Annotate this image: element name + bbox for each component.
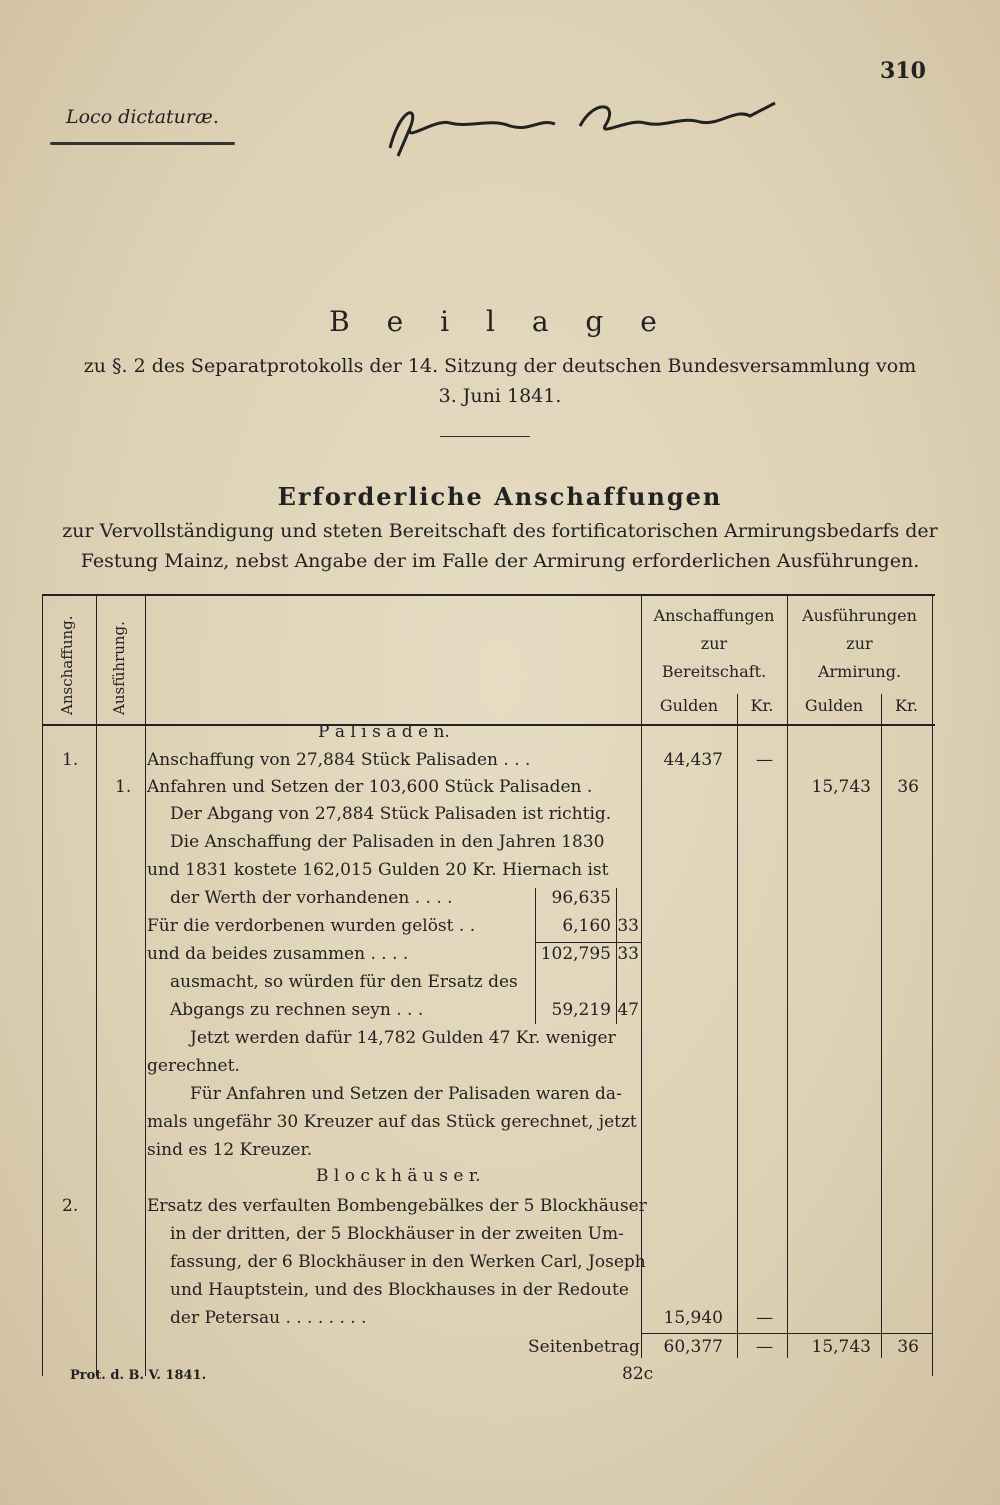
- header-ausfuehrungen-2: zur: [846, 634, 873, 653]
- text-line-7: ausmacht, so würden für den Ersatz des: [170, 972, 518, 992]
- calc-value-5: 6,160: [562, 916, 611, 936]
- loco-dictaturae: Loco dictaturæ.: [66, 106, 219, 128]
- text-line-2: Die Anschaffung der Palisaden in den Jahren 1830: [170, 832, 605, 852]
- calc-value-4: 96,635: [551, 888, 611, 908]
- col-divider-kr1: [737, 694, 738, 1358]
- row1-gulden: 44,437: [663, 750, 723, 770]
- header-kr-2: Kr.: [895, 696, 918, 715]
- subtitle-line1: zu §. 2 des Separatprotokolls der 14. Sitzung der deutschen Bundesversammlung vom: [83, 355, 917, 377]
- text-line-12: mals ungefähr 30 Kreuzer auf das Stück gerechnet, jetzt: [147, 1112, 637, 1132]
- col-header-ausfuehrung: Ausführung.: [110, 621, 128, 715]
- document-title: B e i l a g e: [329, 305, 671, 338]
- calc-value-6: 102,795: [540, 944, 611, 964]
- text-line-8: Abgangs zu rechnen seyn . . .: [170, 1000, 424, 1020]
- table-top-rule: [42, 594, 935, 596]
- table-header-rule: [42, 724, 935, 726]
- header-anschaffungen-3: Bereitschaft.: [661, 662, 767, 681]
- text-line-10: gerechnet.: [147, 1056, 240, 1076]
- total-kr-2: 36: [897, 1337, 919, 1357]
- calc-kr-8: 47: [617, 1000, 639, 1020]
- total-kr-1: —: [756, 1337, 773, 1357]
- row3-kr: —: [756, 1308, 773, 1328]
- calc-value-8: 59,219: [551, 1000, 611, 1020]
- footer-sheet-mark: 82c: [622, 1364, 654, 1384]
- col-divider-1: [96, 596, 97, 1376]
- text-line-3: und 1831 kostete 162,015 Gulden 20 Kr. Hiernach ist: [147, 860, 609, 880]
- total-gulden-1: 60,377: [663, 1337, 723, 1357]
- header-anschaffungen-2: zur: [700, 634, 728, 653]
- total-label: Seitenbetrag: [528, 1337, 640, 1357]
- text-line-9: Jetzt werden dafür 14,782 Gulden 47 Kr. weniger: [190, 1028, 616, 1048]
- text-line-5: Für die verdorbenen wurden gelöst . .: [147, 916, 476, 936]
- block-line-4: und Hauptstein, und des Blockhauses in der Redoute: [170, 1280, 629, 1300]
- section-title: Erforderliche Anschaffungen: [277, 482, 723, 511]
- text-line-11: Für Anfahren und Setzen der Palisaden waren da-: [190, 1084, 622, 1104]
- text-line-4: der Werth der vorhandenen . . . .: [170, 888, 453, 908]
- blockhaeuser-title: B l o c k h ä u s e r.: [316, 1166, 481, 1186]
- section-desc-line2: Festung Mainz, nebst Angabe der im Falle der Armirung erforderlichen Ausführungen.: [80, 550, 920, 572]
- text-line-1: Der Abgang von 27,884 Stück Palisaden ist richtig.: [170, 804, 612, 824]
- total-rule: [641, 1333, 932, 1334]
- loco-underline: [50, 142, 235, 145]
- header-anschaffungen-1: Anschaffungen: [653, 606, 775, 625]
- header-kr-1: Kr.: [750, 696, 774, 715]
- col-divider-2: [145, 596, 146, 1376]
- row2-kr: 36: [897, 777, 919, 797]
- calc-kr-6: 33: [617, 944, 639, 964]
- row1-text: Anschaffung von 27,884 Stück Palisaden . . .: [147, 750, 531, 770]
- footer-protocol: Prot. d. B. V. 1841.: [70, 1368, 207, 1383]
- table-left-rule: [42, 596, 43, 1376]
- row3-gulden: 15,940: [663, 1308, 723, 1328]
- block-line-1: Ersatz des verfaulten Bombengebälkes der 5 Blockhäuser: [147, 1196, 647, 1216]
- divider: [440, 436, 530, 437]
- row2-gulden: 15,743: [811, 777, 871, 797]
- text-line-13: sind es 12 Kreuzer.: [147, 1140, 313, 1160]
- header-gulden-1: Gulden: [659, 696, 719, 715]
- subtitle-line2: 3. Juni 1841.: [438, 385, 562, 407]
- palisaden-title: P a l i s a d e n.: [318, 722, 450, 742]
- row2-number: 1.: [115, 777, 132, 797]
- section-desc-line1: zur Vervollständigung und steten Bereitschaft des fortificatorischen Armirungsbedarfs der: [62, 520, 938, 542]
- total-gulden-2: 15,743: [811, 1337, 871, 1357]
- header-ausfuehrungen-3: Armirung.: [817, 662, 902, 681]
- row1-number: 1.: [62, 750, 79, 770]
- row3-number: 2.: [62, 1196, 79, 1216]
- page-number: 310: [880, 58, 926, 84]
- col-header-anschaffung: Anschaffung.: [58, 615, 76, 715]
- header-gulden-2: Gulden: [804, 696, 864, 715]
- header-ausfuehrungen-1: Ausführungen: [802, 606, 917, 625]
- row1-kr: —: [756, 750, 773, 770]
- block-line-5: der Petersau . . . . . . . .: [170, 1308, 367, 1328]
- block-line-3: fassung, der 6 Blockhäuser in den Werken Carl, Joseph: [170, 1252, 646, 1272]
- row2-text: Anfahren und Setzen der 103,600 Stück Palisaden .: [147, 777, 593, 797]
- handwritten-signature: [380, 88, 780, 158]
- calc-sum-rule: [535, 942, 641, 943]
- block-line-2: in der dritten, der 5 Blockhäuser in der zweiten Um-: [170, 1224, 624, 1244]
- text-line-6: und da beides zusammen . . . .: [147, 944, 409, 964]
- table-right-rule: [932, 596, 933, 1376]
- calc-kr-5: 33: [617, 916, 639, 936]
